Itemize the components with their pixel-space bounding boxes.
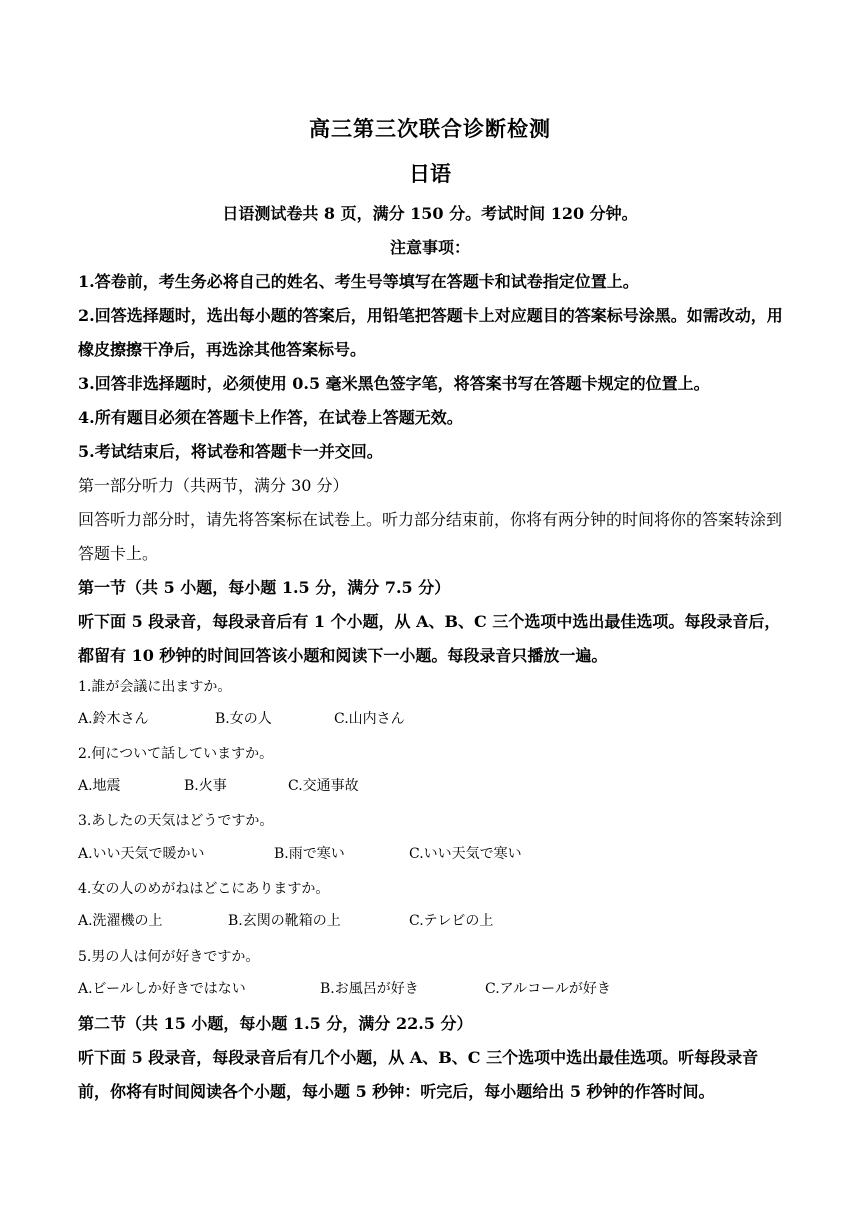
exam-title: 高三第三次联合诊断检测 [309,116,551,141]
option-a: A.鈴木さん [78,711,149,727]
section2-instructions: 听下面 5 段录音，每段录音后有几个小题，从 A、B、C 三个选项中选出最佳选项。听每段录音前，你将有时间阅读各个小题，每小题 5 秒钟：听完后，每小题给出 5 秒钟的作答时间。 [78,1048,759,1101]
option-b: B.玄関の靴箱の上 [228,913,341,929]
option-b: B.女の人 [215,711,272,727]
option-b: B.雨で寒い [274,846,345,862]
option-c: C.山内さん [334,711,405,727]
question-2-stem: 2.何について話していますか。 [78,746,274,762]
notice-5: 5.考试结束后，将试卷和答题卡一并交回。 [78,442,383,461]
option-c: C.アルコールが好き [485,981,611,997]
question-4-stem: 4.女の人のめがねはどこにありますか。 [78,881,330,897]
question-1-stem: 1.誰が会議に出ますか。 [78,679,232,695]
option-c: C.テレビの上 [409,913,494,929]
option-a: A.地震 [78,778,121,794]
notice-2: 2.回答选择题时，选出每小题的答案后，用铅笔把答题卡上对应题目的答案标号涂黑。如需改动，用橡皮擦擦干净后，再选涂其他答案标号。 [78,306,783,359]
subject-title: 日语 [409,161,451,186]
notice-4: 4.所有题目必须在答题卡上作答，在试卷上答题无效。 [78,408,463,427]
notice-title: 注意事项： [389,238,470,257]
option-a: A.いい天気で暖かい [78,846,205,862]
option-c: C.いい天気で寒い [409,846,522,862]
section1-heading: 第一节（共 5 小题，每小题 1.5 分，满分 7.5 分） [78,578,451,597]
question-5-stem: 5.男の人は何が好きですか。 [78,949,260,965]
option-c: C.交通事故 [288,778,359,794]
option-b: B.お風呂が好き [320,981,419,997]
question-3-stem: 3.あしたの天気はどうですか。 [78,813,274,829]
option-a: A.ビールしか好きではない [78,981,246,997]
exam-info: 日语测试卷共 8 页，满分 150 分。考试时间 120 分钟。 [222,204,638,223]
part1-heading: 第一部分听力（共两节，满分 30 分） [78,476,349,495]
part1-intro: 回答听力部分时，请先将答案标在试卷上。听力部分结束前，你将有两分钟的时间将你的答案转涂到答题卡上。 [78,510,783,563]
section2-heading: 第二节（共 15 小题，每小题 1.5 分，满分 22.5 分） [78,1014,473,1033]
option-b: B.火事 [184,778,227,794]
notice-3: 3.回答非选择题时，必须使用 0.5 毫米黑色签字笔，将答案书写在答题卡规定的位置上。 [78,374,710,393]
section1-instructions: 听下面 5 段录音，每段录音后有 1 个小题，从 A、B、C 三个选项中选出最佳选项。每段录音后，都留有 10 秒钟的时间回答该小题和阅读下一小题。每段录音只播放一遍。 [78,612,781,665]
notice-1: 1.答卷前，考生务必将自己的姓名、考生号等填写在答题卡和试卷指定位置上。 [78,272,639,291]
option-a: A.洗濯機の上 [78,913,163,929]
